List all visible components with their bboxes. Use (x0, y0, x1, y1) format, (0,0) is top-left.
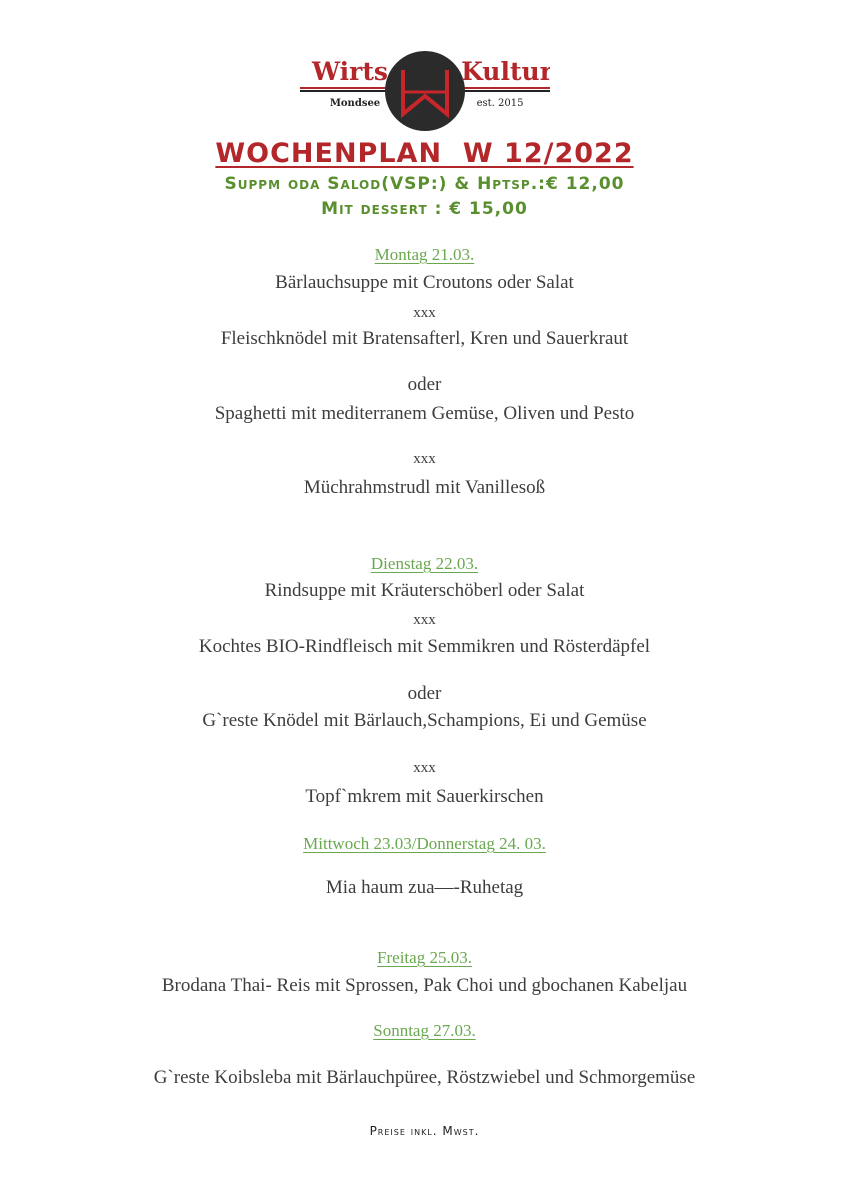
page-title: WOCHENPLAN W 12/2022 (215, 138, 634, 169)
day-heading-friday: Freitag 25.03. (377, 948, 472, 967)
tuesday-main-1: Kochtes BIO-Rindfleisch mit Semmikren und Rösterdäpfel (198, 636, 651, 657)
tuesday-or: oder (407, 683, 442, 704)
logo-graphic (300, 48, 550, 134)
day-heading-monday: Montag 21.03. (374, 245, 475, 264)
friday-dish: Brodana Thai- Reis mit Sprossen, Pak Choi und gbochanen Kabeljau (161, 975, 688, 996)
monday-or: oder (407, 374, 442, 395)
wirtskultur-logo (300, 48, 550, 134)
tuesday-soup: Rindsuppe mit Kräuterschöberl oder Salat (264, 580, 585, 601)
footer-vat-note: Preise inkl. Mwst. (369, 1124, 480, 1138)
tuesday-separator-2: xxx (413, 760, 436, 776)
tuesday-main-2: G`reste Knödel mit Bärlauch,Schampions, Ei und Gemüse (202, 710, 647, 731)
tuesday-dessert: Topf`mkrem mit Sauerkirschen (305, 786, 544, 807)
monday-separator-2: xxx (413, 451, 436, 467)
wednesday-thursday-closed: Mia haum zua—-Ruhetag (325, 877, 524, 898)
monday-separator-1: xxx (413, 305, 436, 321)
logo-right-sub: est. 2015 (476, 98, 524, 109)
monday-main-2: Spaghetti mit mediterranem Gemüse, Oliven und Pesto (214, 403, 635, 424)
monday-dessert: Müchrahmstrudl mit Vanillesoß (303, 477, 546, 498)
day-heading-tuesday: Dienstag 22.03. (370, 554, 479, 573)
price-line-main: Suppm oda Salod(VSP:) & Hptsp.:€ 12,00 (224, 174, 625, 194)
tuesday-separator-1: xxx (413, 612, 436, 628)
monday-soup: Bärlauchsuppe mit Croutons oder Salat (275, 272, 574, 293)
day-heading-wednesday-thursday: Mittwoch 23.03/Donnerstag 24. 03. (303, 834, 546, 853)
monday-main-1: Fleischknödel mit Bratensafterl, Kren und Sauerkraut (220, 328, 629, 349)
logo-left-sub: Mondsee (329, 98, 381, 109)
logo-left-word: Wirts (312, 57, 388, 86)
logo-right-word: Kultur (461, 57, 550, 86)
price-line-dessert: Mit dessert : € 15,00 (321, 199, 528, 219)
sunday-dish: G`reste Koibsleba mit Bärlauchpüree, Röstzwiebel und Schmorgemüse (153, 1067, 696, 1088)
day-heading-sunday: Sonntag 27.03. (373, 1021, 476, 1040)
